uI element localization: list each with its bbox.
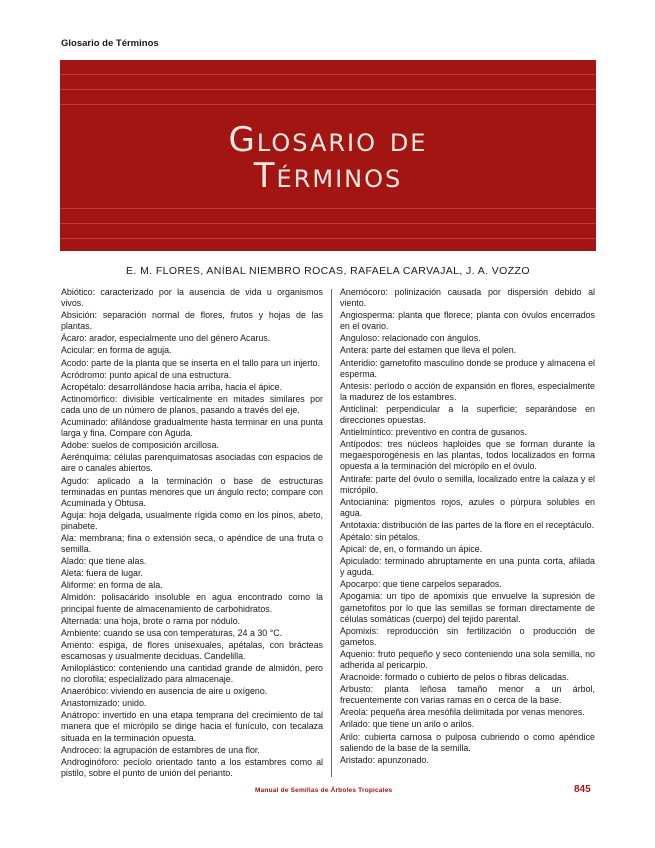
page-title: [60, 122, 596, 194]
glossary-entry: Angiosperma: planta que florece; planta con óvulos encerrados en el ovario.: [340, 310, 595, 332]
glossary-entry: Ambiente: cuando se usa con temperaturas, 24 a 30 °C.: [61, 627, 283, 638]
glossary-entry: Apogamia: un tipo de apomixis que envuelve la supresión de gametofitos por lo que las semillas se forman directamente de células somáticas (cuerpo) del tejido parental.: [340, 591, 595, 624]
glossary-entry: Abiótico: caracterizado por la ausencia de vida u organismos vivos.: [61, 287, 323, 309]
glossary-entry: Anemócoro: polinización causada por dispersión debido al viento.: [340, 287, 595, 309]
glossary-entry: Amento: espiga, de flores unisexuales, apétalas, con brácteas escamosas y usualmente deciduas. Candelilla.: [61, 639, 323, 661]
banner-stripe: [60, 89, 596, 90]
glossary-entry: Aerénquima: células parenquimatosas asociadas con espacios de aire o canales abiertos.: [61, 452, 323, 474]
glossary-entry: Antirafe: parte del óvulo o semilla, localizado entre la calaza y el micrópilo.: [340, 473, 595, 495]
glossary-entry: Acuminado: afilándose gradualmente hasta terminar en una punta larga y fina. Compare con Aguda.: [61, 417, 323, 439]
glossary-entry: Acodo: parte de la planta que se inserta en el tallo para un injerto.: [61, 357, 321, 368]
glossary-entry: Acicular: en forma de aguja.: [61, 345, 172, 356]
banner-stripe: [60, 223, 596, 224]
glossary-entry: Antocianina: pigmentos rojos, azules o púrpura solubles en agua.: [340, 496, 595, 518]
page-number: 845: [574, 784, 591, 795]
running-head: Glosario de Términos: [61, 38, 159, 49]
glossary-entry: Agudo: aplicado a la terminación o base de estructuras terminadas en puntas menores que un ángulo recto; compare con Acuminada y Obtusa.: [61, 475, 323, 508]
glossary-entry: Anguloso: relacionado con ángulos.: [340, 333, 481, 344]
glossary-entry: Antera: parte del estamen que lleva el polen.: [340, 345, 517, 356]
glossary-entry: Alternada: una hoja, brote o rama por nódulo.: [61, 615, 241, 626]
glossary-column-left: [61, 287, 323, 780]
glossary-entry: Arilo: cubierta carnosa o pulposa cubriendo o como apéndice saliendo de la base de la semilla.: [340, 731, 595, 753]
glossary-entry: Aracnoide: formado o cubierto de pelos o fibras delicadas.: [340, 672, 569, 683]
glossary-entry: Aristado: apunzonado.: [340, 754, 429, 765]
glossary-entry: Apomixis: reproducción sin fertilización o producción de gametos.: [340, 625, 595, 647]
glossary-entry: Apocarpo: que tiene carpelos separados.: [340, 579, 502, 590]
glossary-entry: Anátropo: invertido en una etapa temprana del crecimiento de tal manera que el micrópilo se dirige hacia el funículo, con tecalaza situada en la terminación opuesta.: [61, 710, 323, 743]
title-banner: [60, 60, 596, 251]
banner-stripe: [60, 74, 596, 75]
glossary-entry: Ala: membrana; fina o extensión seca, o apéndice de una fruta o semilla.: [61, 532, 323, 555]
glossary-entry: Aliforme: en forma de ala.: [61, 580, 163, 591]
glossary-entry: Anastomizado: unido.: [61, 698, 147, 709]
glossary-entry: Acródromo: punto apical de una estructura.: [61, 369, 232, 380]
glossary-entry: Anticlinal: perpendicular a la superficie; separándose en direcciones opuestas.: [340, 403, 595, 426]
glossary-entry: Absición: separación normal de flores, frutos y hojas de las plantas.: [61, 310, 323, 332]
glossary-entry: Anteridio: gametofito masculino donde se produce y almacena el esperma.: [340, 357, 595, 379]
glossary-entry: Almidón: polisacárido insoluble en agua encontrado como la principal fuente de almacenamiento de carbohidratos.: [61, 592, 323, 614]
glossary-entry: Aquenio: fruto pequeño y seco conteniendo una sola semilla, no adherida al pericarpio.: [340, 648, 595, 670]
footer-book-title: Manual de Semillas de Árboles Tropicales: [255, 787, 393, 794]
glossary-entry: Apical: de, en, o formando un ápice.: [340, 544, 483, 555]
glossary-entry: Antesis: período o acción de expansión en flores, especialmente la madurez de los estambres.: [340, 380, 595, 402]
glossary-entry: Androginóforo: pecíolo orientado tanto a los estambres como al pistilo, sobre el punto de unión del perianto.: [61, 756, 323, 778]
glossary-entry: Actinomórfico: divisible verticalmente en mitades similares por cada uno de un número de planos, pasando a través del eje.: [61, 393, 323, 415]
glossary-entry: Apiculado: terminado abruptamente en una punta corta, afilada y aguda.: [340, 556, 595, 578]
banner-stripe: [60, 104, 596, 105]
glossary-entry: Arbusto: planta leñosa tamaño menor a un árbol, frecuentemente con varias ramas en o cerca de la base.: [340, 684, 595, 706]
glossary-entry: Areola: pequeña área mesófila delimitada por venas menores.: [340, 707, 585, 718]
glossary-entry: Antípodos: tres núcleos haploides que se forman durante la megaesporogénesis en las plantas, todos localizados en forma opuesta a la terminación del micrópilo en el óvulo.: [340, 439, 595, 472]
glossary-entry: Apétalo: sin pétalos.: [340, 531, 420, 542]
glossary-entry: Ácaro: arador, especialmente uno del género Acarus.: [61, 333, 271, 344]
glossary-entry: Acropétalo: desarrollándose hacia arriba, hacia el ápice.: [61, 381, 283, 392]
glossary-entry: Antotaxia: distribución de las partes de la flore en el receptáculo.: [340, 519, 595, 530]
glossary-entry: Aleta: fuera de lugar.: [61, 568, 143, 579]
authors-line: E. M. FLORES, ANÍBAL NIEMBRO ROCAS, RAFAELA CARVAJAL, J. A. VOZZO: [126, 265, 530, 277]
glossary-entry: Anaeróbico: viviendo en ausencia de aire u oxígeno.: [61, 686, 268, 697]
glossary-entry: Arilado: que tiene un arilo o arilos.: [340, 719, 475, 730]
glossary-entry: Amiloplástico: conteniendo una cantidad grande de almidón, pero no clorofila; especializado para almacenaje.: [61, 663, 323, 685]
glossary-entry: Antielmíntico: preventivo en contra de gusanos.: [340, 427, 527, 438]
column-divider: [331, 289, 332, 777]
title-line-1: Glosario de: [228, 120, 428, 160]
glossary-entry: Adobe: suelos de composición arcillosa.: [61, 440, 219, 451]
banner-stripe: [60, 208, 596, 209]
glossary-entry: Androceo: la agrupación de estambres de una flor.: [61, 744, 260, 755]
title-line-2: Términos: [253, 156, 403, 196]
glossary-entry: Aguja: hoja delgada, usualmente rígida como en los pinos, abeto, pinabete.: [61, 509, 323, 531]
banner-stripe: [60, 238, 596, 239]
glossary-column-right: [340, 287, 595, 767]
glossary-entry: Alado: que tiene alas.: [61, 556, 147, 567]
